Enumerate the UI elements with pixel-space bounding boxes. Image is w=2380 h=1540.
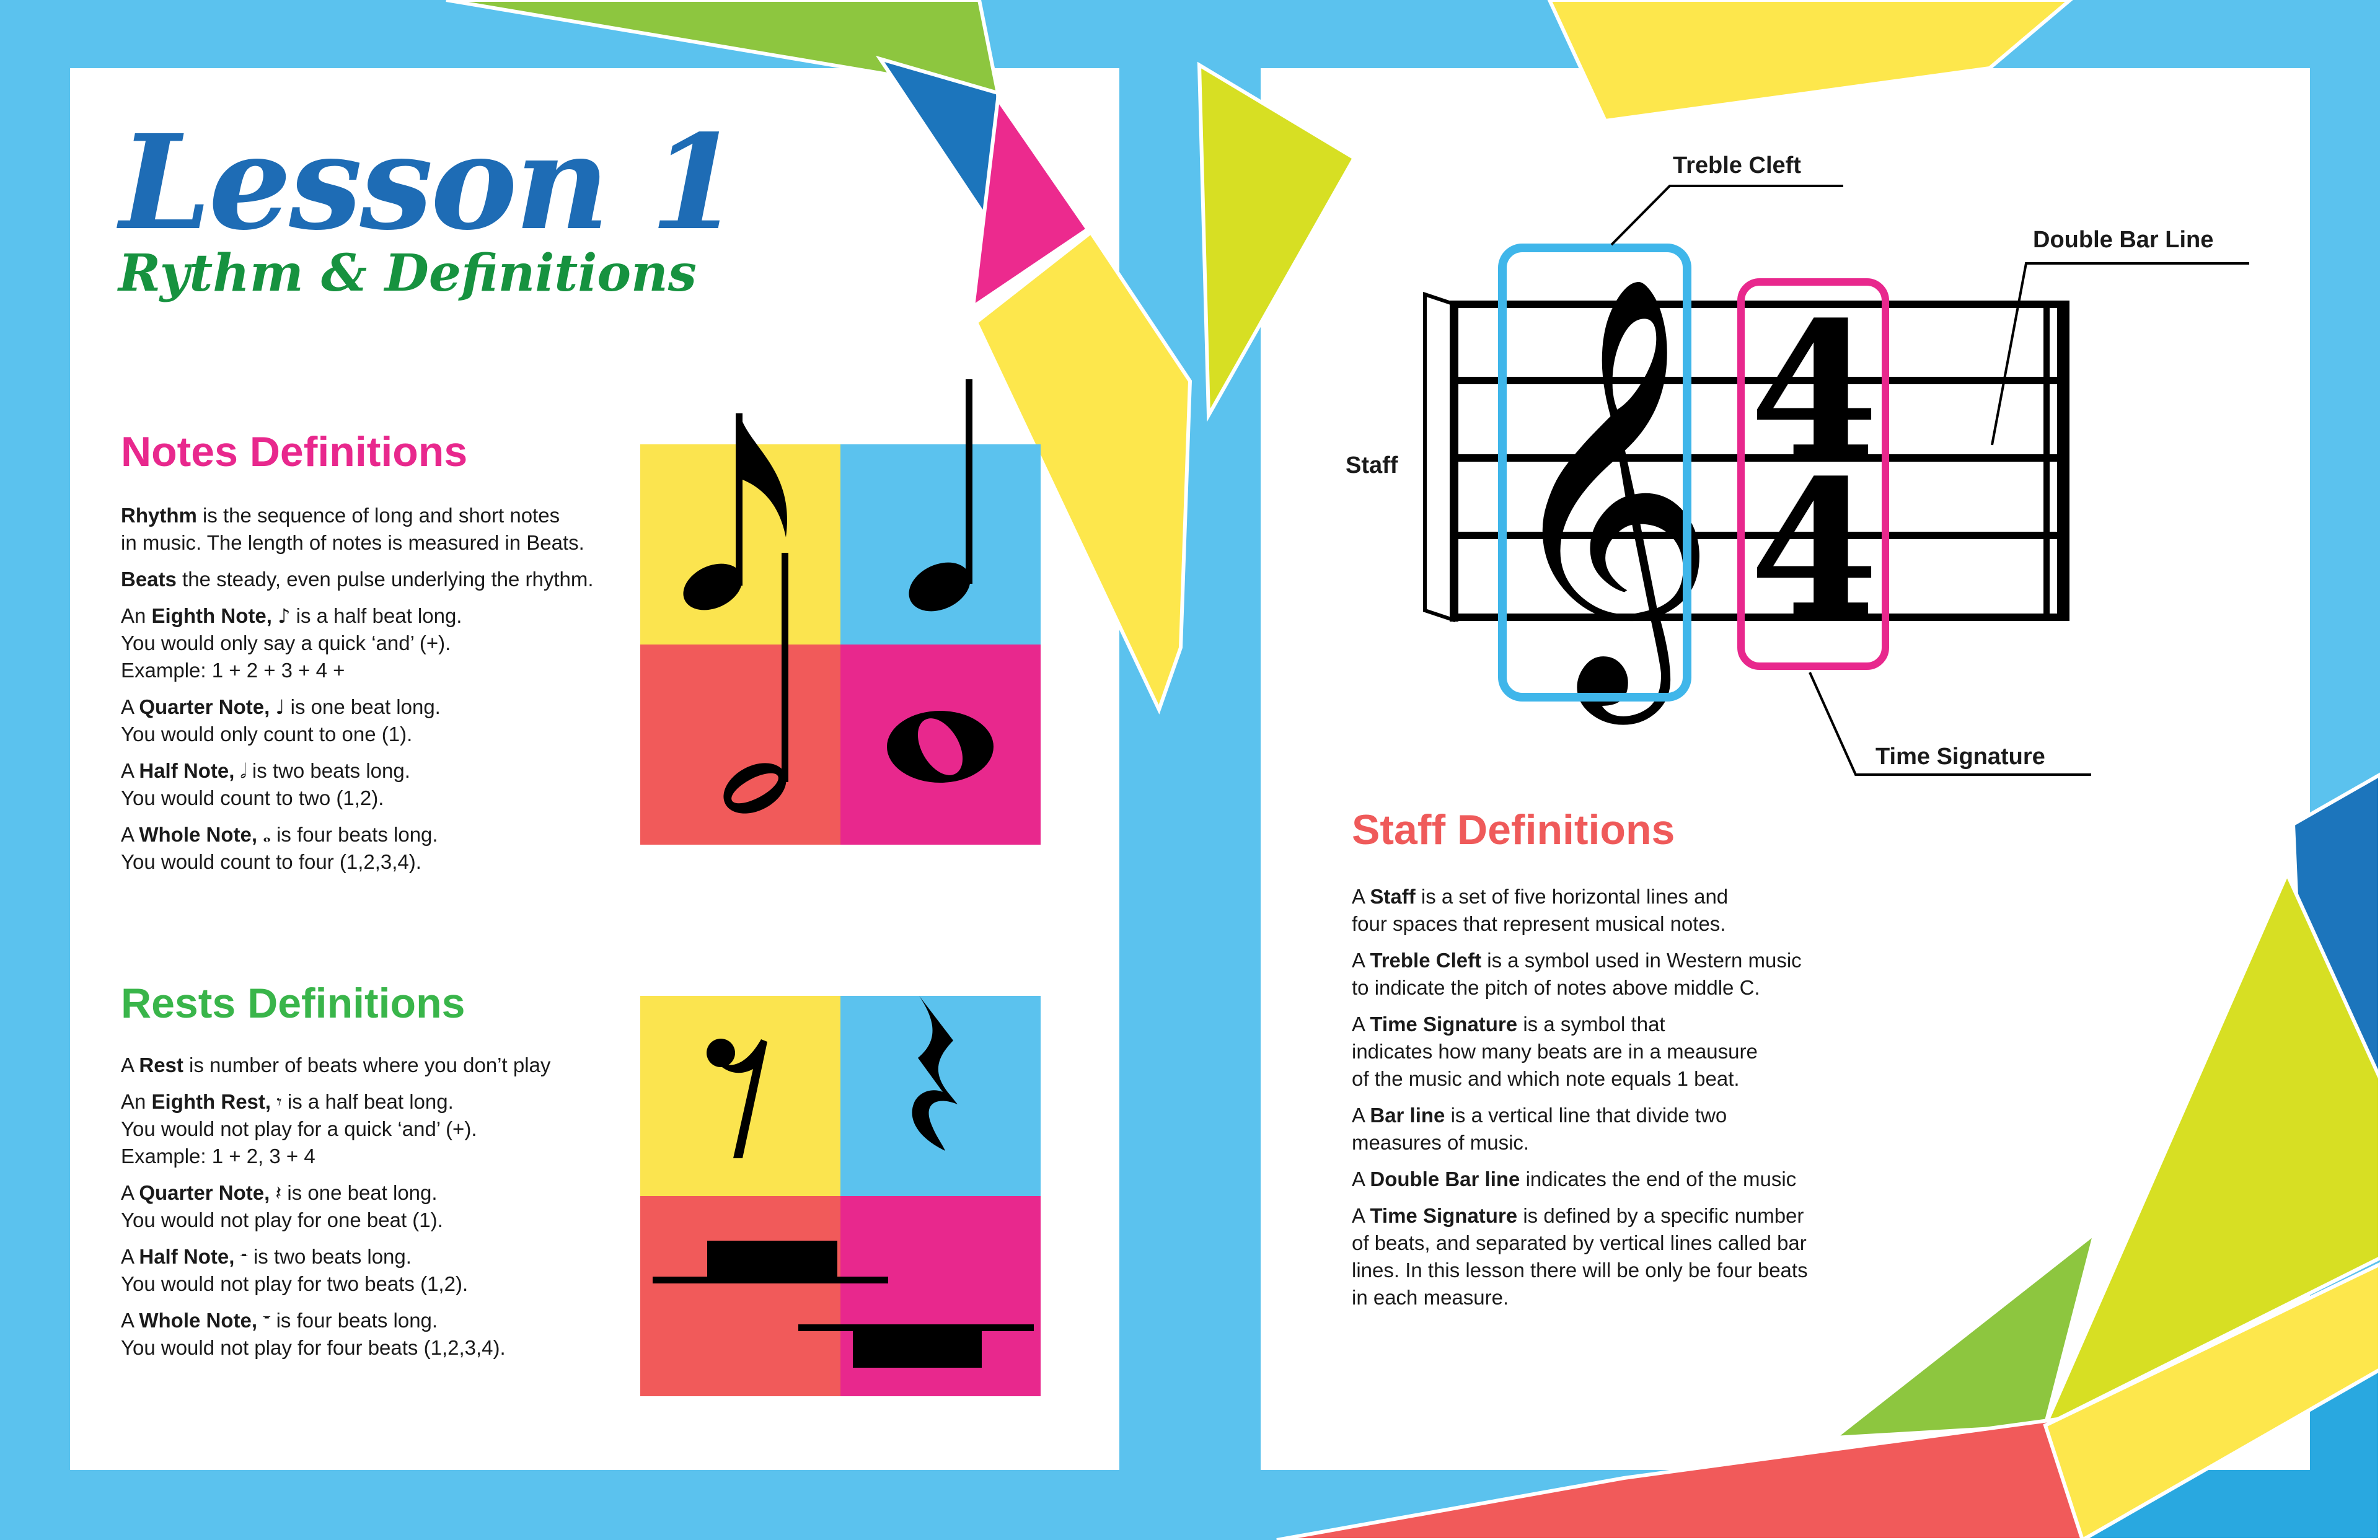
panel-cell-yellow [640, 996, 840, 1196]
definition-line [1352, 1102, 1910, 1129]
definition-text: is two beats long. [246, 759, 410, 782]
definition-text: You would not play for two beats (1,2). [121, 1272, 469, 1295]
definition-line [121, 1088, 654, 1115]
definition-text: You would only say a quick ‘and’ (+). [121, 631, 451, 654]
definition-text: is a vertical line that divide two [1445, 1104, 1727, 1127]
term-bold: Eighth Note, [151, 604, 278, 627]
music-symbol-icon: ♩ [275, 695, 285, 719]
definition-line [121, 1270, 654, 1298]
definition-text: A [1352, 885, 1370, 908]
definition-text: is a symbol used in Western music [1481, 949, 1802, 972]
definition-item [121, 502, 654, 557]
definition-text: A [121, 1181, 139, 1204]
definition-text: You would only count to one (1). [121, 723, 413, 746]
definition-line [121, 1243, 654, 1270]
definition-text: You would count to four (1,2,3,4). [121, 850, 421, 873]
definition-line [1352, 1011, 1910, 1038]
term-bold: Half Note, [139, 1245, 240, 1268]
definition-line [121, 1179, 654, 1207]
definition-text: A [121, 823, 139, 846]
left-page [70, 68, 1119, 1470]
term-bold: Rhythm [121, 504, 197, 527]
definition-text: A [1352, 949, 1370, 972]
definition-line [1352, 1129, 1910, 1156]
panel-cell-blue [840, 444, 1041, 645]
definition-item [121, 821, 654, 876]
definition-text: is four beats long. [270, 1309, 438, 1332]
rests-panel [640, 996, 1041, 1396]
definition-text: A [1352, 1013, 1370, 1036]
definition-line [121, 502, 654, 529]
double-bar-line-label: Double Bar Line [2033, 227, 2214, 253]
definition-line [121, 1334, 654, 1362]
definition-line [121, 1307, 654, 1334]
panel-cell-coral [640, 645, 840, 845]
definition-item [1352, 1202, 1910, 1311]
definition-text: You would not play for four beats (1,2,3,4). [121, 1336, 506, 1359]
definition-text: You would not play for one beat (1). [121, 1208, 443, 1231]
definition-text: Example: 1 + 2, 3 + 4 [121, 1145, 315, 1168]
definition-line [121, 1143, 654, 1170]
definition-text: indicates how many beats are in a meausure [1352, 1040, 1758, 1063]
definition-line [121, 630, 654, 657]
definition-line [121, 1207, 654, 1234]
definition-line [121, 529, 654, 557]
term-bold: Quarter Note, [139, 695, 276, 718]
definition-item [1352, 1102, 1910, 1156]
definition-line [1352, 974, 1910, 1001]
definition-item [121, 1307, 654, 1362]
definition-text: An [121, 1090, 152, 1113]
definition-text: in music. The length of notes is measured in Beats. [121, 531, 584, 554]
whole-note-icon [887, 711, 994, 783]
definition-text: A [121, 695, 139, 718]
music-symbol-icon: 𝄻 [263, 1309, 271, 1332]
definition-line [121, 757, 654, 785]
term-bold: Beats [121, 568, 177, 591]
definition-line [121, 821, 654, 848]
music-symbol-icon: 𝄽 [275, 1181, 282, 1205]
definition-text: You would count to two (1,2). [121, 786, 384, 809]
music-symbol-icon: 𝄾 [276, 1090, 282, 1114]
definition-item [1352, 947, 1910, 1001]
definition-text: in each measure. [1352, 1286, 1509, 1309]
definition-item [1352, 1011, 1910, 1093]
term-bold: Bar line [1370, 1104, 1445, 1127]
definition-text: Example: 1 + 2 + 3 + 4 + [121, 659, 345, 682]
definition-line [121, 785, 654, 812]
definition-line [1352, 1038, 1910, 1065]
time-signature-label: Time Signature [1875, 744, 2045, 770]
lesson-subtitle: Rythm & Definitions [118, 244, 697, 303]
right-page [1261, 68, 2310, 1470]
definition-line [121, 693, 654, 721]
definition-item [121, 1088, 654, 1170]
definition-text: is four beats long. [270, 823, 438, 846]
definition-text: A [121, 1245, 139, 1268]
notes-definitions [121, 502, 654, 885]
definition-item [121, 757, 654, 812]
definition-text: A [1352, 1168, 1370, 1190]
definition-line [1352, 1065, 1910, 1093]
definition-line [121, 1052, 654, 1079]
definition-text: lines. In this lesson there will be only be four beats [1352, 1259, 1808, 1282]
term-bold: Time Signature [1370, 1013, 1518, 1036]
definition-line [121, 1115, 654, 1143]
rests-heading: Rests Definitions [121, 980, 465, 1027]
definition-text: An [121, 604, 152, 627]
definition-text: measures of music. [1352, 1131, 1530, 1154]
term-bold: Eighth Rest, [151, 1090, 277, 1113]
staff-label: Staff [1346, 452, 1398, 478]
definition-text: A [121, 759, 139, 782]
term-bold: Half Note, [139, 759, 240, 782]
definition-line [1352, 1166, 1910, 1193]
definition-item [1352, 1166, 1910, 1193]
definition-text: is two beats long. [247, 1245, 412, 1268]
definition-text: is defined by a specific number [1517, 1204, 1804, 1227]
definition-text: is a half beat long. [281, 1090, 454, 1113]
music-symbol-icon: 𝄼 [240, 1245, 248, 1269]
definition-line [1352, 1202, 1910, 1230]
staff-bracket [1425, 294, 1453, 620]
definition-text: A [1352, 1204, 1370, 1227]
definition-item [121, 1243, 654, 1298]
definition-item [121, 566, 654, 593]
definition-line [1352, 947, 1910, 974]
panel-cell-coral [640, 1196, 840, 1396]
definition-item [121, 1179, 654, 1234]
definition-item [121, 1052, 654, 1079]
definition-item [1352, 883, 1910, 938]
definition-line [1352, 883, 1910, 910]
music-symbol-icon: 𝅝 [263, 823, 271, 847]
definition-item [121, 693, 654, 748]
time-signature-bottom: 4 [1749, 439, 1879, 658]
staff-definitions [1352, 883, 1910, 1321]
definition-text: to indicate the pitch of notes above middle C. [1352, 976, 1760, 999]
definition-text: is one beat long. [281, 1181, 438, 1204]
definition-line [121, 657, 654, 684]
definition-text: indicates the end of the music [1520, 1168, 1797, 1190]
definition-text: four spaces that represent musical notes. [1352, 912, 1726, 935]
definition-text: of beats, and separated by vertical lines called bar [1352, 1231, 1807, 1254]
time-signature-top: 4 [1749, 281, 1879, 499]
definition-line [121, 721, 654, 748]
definition-text: is number of beats where you don’t play [183, 1054, 551, 1076]
music-symbol-icon: ♪ [278, 604, 291, 628]
definition-text: of the music and which note equals 1 beat. [1352, 1067, 1740, 1090]
term-bold: Time Signature [1370, 1204, 1518, 1227]
definition-text: the steady, even pulse underlying the rhythm. [176, 568, 594, 591]
music-symbol-icon: 𝅗𝅥 [240, 759, 247, 783]
definition-text: is a set of five horizontal lines and [1415, 885, 1729, 908]
term-bold: Quarter Note, [139, 1181, 276, 1204]
term-bold: Staff [1370, 885, 1416, 908]
definition-text: A [1352, 1104, 1370, 1127]
definition-line [1352, 910, 1910, 938]
notes-panel [640, 444, 1041, 845]
term-bold: Whole Note, [139, 1309, 263, 1332]
definition-text: A [121, 1054, 139, 1076]
definition-line [121, 566, 654, 593]
lesson-title: Lesson 1 [120, 106, 738, 259]
term-bold: Treble Cleft [1370, 949, 1482, 972]
staff-heading: Staff Definitions [1352, 806, 1675, 853]
treble-clef-icon: 𝄞 [1497, 271, 1718, 705]
definition-line [1352, 1257, 1910, 1284]
term-bold: Double Bar line [1370, 1168, 1520, 1190]
definition-line [121, 602, 654, 630]
definition-text: You would not play for a quick ‘and’ (+). [121, 1117, 477, 1140]
definition-text: A [121, 1309, 139, 1332]
term-bold: Rest [139, 1054, 183, 1076]
definition-text: is a symbol that [1517, 1013, 1665, 1036]
rests-definitions [121, 1052, 654, 1371]
definition-text: is one beat long. [284, 695, 441, 718]
definition-item [121, 602, 654, 684]
definition-text: is the sequence of long and short notes [196, 504, 560, 527]
treble-clef-label: Treble Cleft [1673, 152, 1801, 178]
term-bold: Whole Note, [139, 823, 263, 846]
definition-line [121, 848, 654, 876]
definition-text: is a half beat long. [290, 604, 462, 627]
definition-line [1352, 1230, 1910, 1257]
definition-line [1352, 1284, 1910, 1311]
notes-heading: Notes Definitions [121, 428, 468, 475]
